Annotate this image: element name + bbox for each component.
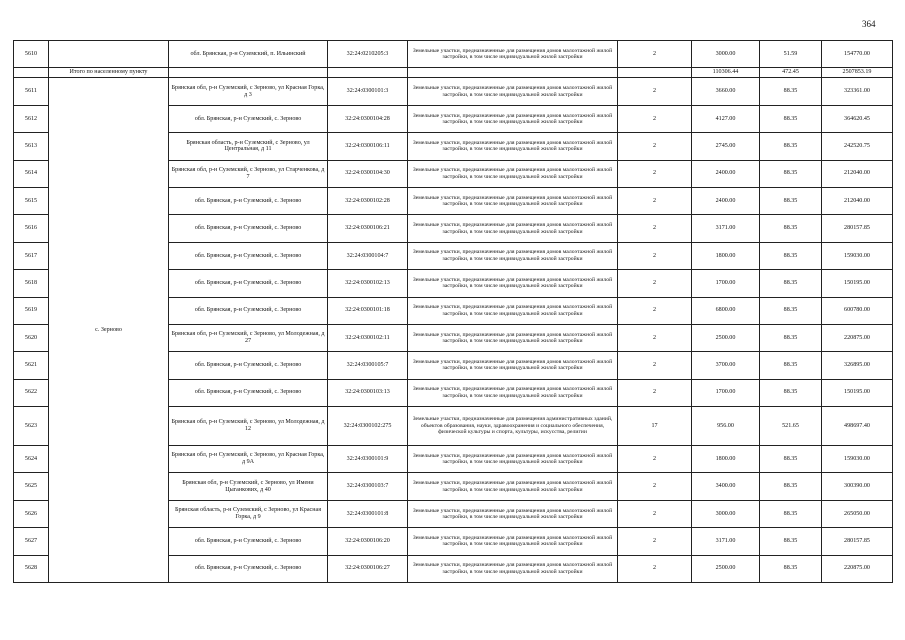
cadastral-value-cell: 600780.00 xyxy=(822,297,893,324)
area-cell: 3700.00 xyxy=(692,352,760,379)
address-cell: Брянская обл, р-н Суземский, с Зерново, ул Красная Горка, д 9А xyxy=(169,446,328,473)
address-cell: обл. Брянская, р-н Суземский, с. Зерново xyxy=(169,297,328,324)
address-cell: обл. Брянская, р-н Суземский, с. Зерново xyxy=(169,270,328,297)
row-number: 5626 xyxy=(14,500,49,527)
cadastral-value-cell: 498697.40 xyxy=(822,407,893,446)
subtotal-rate: 472.45 xyxy=(760,68,822,78)
group-cell: 2 xyxy=(618,187,692,214)
land-use-description-cell: Земельные участки, предназначенные для размещения домов малоэтажной жилой застройки, в том числе индивидуальной жилой застройки xyxy=(408,215,618,242)
rate-cell: 88.35 xyxy=(760,446,822,473)
land-use-description-cell: Земельные участки, предназначенные для размещения домов малоэтажной жилой застройки, в том числе индивидуальной жилой застройки xyxy=(408,555,618,582)
group-cell: 2 xyxy=(618,528,692,555)
area-cell: 3171.00 xyxy=(692,528,760,555)
address-cell: Брянская обл, р-н Суземский, с Зерново, ул Старченкова, д 7 xyxy=(169,160,328,187)
rate-cell: 88.35 xyxy=(760,473,822,500)
cadastral-value-cell: 265050.00 xyxy=(822,500,893,527)
rate-cell: 51.59 xyxy=(760,41,822,68)
address-cell: обл. Брянская, р-н Суземский, с. Зерново xyxy=(169,105,328,132)
rate-cell: 88.35 xyxy=(760,270,822,297)
row-number: 5615 xyxy=(14,187,49,214)
subtotal-spacer xyxy=(14,68,49,78)
area-cell: 3400.00 xyxy=(692,473,760,500)
group-cell: 2 xyxy=(618,379,692,406)
area-cell: 1800.00 xyxy=(692,242,760,269)
land-use-description-cell: Земельные участки, предназначенные для размещения домов малоэтажной жилой застройки, в том числе индивидуальной жилой застройки xyxy=(408,528,618,555)
row-number: 5627 xyxy=(14,528,49,555)
area-cell: 2400.00 xyxy=(692,160,760,187)
row-number: 5610 xyxy=(14,41,49,68)
subtotal-empty xyxy=(408,68,618,78)
row-number: 5612 xyxy=(14,105,49,132)
cadastral-value-cell: 220875.00 xyxy=(822,555,893,582)
rate-cell: 88.35 xyxy=(760,242,822,269)
page-number: 364 xyxy=(862,19,876,29)
address-cell: Брянская обл, р-н Суземский, с Зерново, ул Молодежная, д 12 xyxy=(169,407,328,446)
cadastral-number-cell: 32:24:0300102:28 xyxy=(328,187,408,214)
area-cell: 1800.00 xyxy=(692,446,760,473)
rate-cell: 521.65 xyxy=(760,407,822,446)
land-use-description-cell: Земельные участки, предназначенные для размещения домов малоэтажной жилой застройки, в том числе индивидуальной жилой застройки xyxy=(408,187,618,214)
table-row xyxy=(14,78,893,105)
row-number: 5621 xyxy=(14,352,49,379)
land-use-description-cell: Земельные участки, предназначенные для размещения домов малоэтажной жилой застройки, в том числе индивидуальной жилой застройки xyxy=(408,105,618,132)
group-cell: 2 xyxy=(618,160,692,187)
land-use-description-cell: Земельные участки, предназначенные для размещения домов малоэтажной жилой застройки, в том числе индивидуальной жилой застройки xyxy=(408,270,618,297)
address-cell: Брянская обл, р-н Суземский, с Зерново, ул Имени Цыганкових, д 40 xyxy=(169,473,328,500)
table-row xyxy=(14,41,893,68)
row-number: 5617 xyxy=(14,242,49,269)
rate-cell: 88.35 xyxy=(760,379,822,406)
land-use-description-cell: Земельные участки, предназначенные для размещения домов малоэтажной жилой застройки, в том числе индивидуальной жилой застройки xyxy=(408,446,618,473)
land-use-description-cell: Земельные участки, предназначенные для размещения домов малоэтажной жилой застройки, в том числе индивидуальной жилой застройки xyxy=(408,352,618,379)
area-cell: 3000.00 xyxy=(692,41,760,68)
area-cell: 2745.00 xyxy=(692,133,760,160)
group-cell: 2 xyxy=(618,215,692,242)
row-number: 5614 xyxy=(14,160,49,187)
land-use-description-cell: Земельные участки, предназначенные для размещения домов малоэтажной жилой застройки, в том числе индивидуальной жилой застройки xyxy=(408,500,618,527)
cadastral-number-cell: 32:24:0300104:28 xyxy=(328,105,408,132)
group-cell: 2 xyxy=(618,78,692,105)
row-number: 5628 xyxy=(14,555,49,582)
group-cell: 2 xyxy=(618,105,692,132)
land-use-description-cell: Земельные участки, предназначенные для размещения домов малоэтажной жилой застройки, в том числе индивидуальной жилой застройки xyxy=(408,297,618,324)
cadastral-value-cell: 212040.00 xyxy=(822,160,893,187)
subtotal-empty xyxy=(328,68,408,78)
land-use-description-cell: Земельные участки, предназначенные для размещения домов малоэтажной жилой застройки, в том числе индивидуальной жилой застройки xyxy=(408,324,618,351)
land-use-description-cell: Земельные участки, предназначенные для размещения домов малоэтажной жилой застройки, в том числе индивидуальной жилой застройки xyxy=(408,473,618,500)
row-number: 5619 xyxy=(14,297,49,324)
row-number: 5618 xyxy=(14,270,49,297)
address-cell: обл. Брянская, р-н Суземский, с. Зерново xyxy=(169,555,328,582)
cadastral-value-cell: 220875.00 xyxy=(822,324,893,351)
settlement-cell xyxy=(49,41,169,68)
address-cell: Брянская область, р-н Суземский, с Зерново, ул Красная Горка, д 9 xyxy=(169,500,328,527)
rate-cell: 88.35 xyxy=(760,133,822,160)
subtotal-empty xyxy=(618,68,692,78)
subtotal-empty xyxy=(169,68,328,78)
row-number: 5611 xyxy=(14,78,49,105)
cadastral-number-cell: 32:24:0300101:3 xyxy=(328,78,408,105)
area-cell: 3171.00 xyxy=(692,215,760,242)
row-number: 5616 xyxy=(14,215,49,242)
subtotal-label: Итого по населенному пункту xyxy=(49,68,169,78)
row-number: 5620 xyxy=(14,324,49,351)
cadastral-value-cell: 150195.00 xyxy=(822,379,893,406)
cadastral-number-cell: 32:24:0300105:7 xyxy=(328,352,408,379)
cadastral-number-cell: 32:24:0300103:7 xyxy=(328,473,408,500)
cadastral-number-cell: 32:24:0300103:13 xyxy=(328,379,408,406)
area-cell: 2500.00 xyxy=(692,324,760,351)
group-cell: 2 xyxy=(618,41,692,68)
cadastral-number-cell: 32:24:0300101:8 xyxy=(328,500,408,527)
rate-cell: 88.35 xyxy=(760,105,822,132)
group-cell: 17 xyxy=(618,407,692,446)
area-cell: 3660.00 xyxy=(692,78,760,105)
row-number: 5625 xyxy=(14,473,49,500)
rate-cell: 88.35 xyxy=(760,528,822,555)
rate-cell: 88.35 xyxy=(760,352,822,379)
cadastral-value-cell: 326895.00 xyxy=(822,352,893,379)
rate-cell: 88.35 xyxy=(760,160,822,187)
cadastral-value-cell: 242520.75 xyxy=(822,133,893,160)
row-number: 5623 xyxy=(14,407,49,446)
land-use-description-cell: Земельные участки, предназначенные для размещения домов малоэтажной жилой застройки, в том числе индивидуальной жилой застройки xyxy=(408,78,618,105)
area-cell: 3000.00 xyxy=(692,500,760,527)
group-cell: 2 xyxy=(618,473,692,500)
area-cell: 1700.00 xyxy=(692,379,760,406)
area-cell: 956.00 xyxy=(692,407,760,446)
land-use-description-cell: Земельные участки, предназначенные для размещения домов малоэтажной жилой застройки, в том числе индивидуальной жилой застройки xyxy=(408,41,618,68)
subtotal-area: 110306.44 xyxy=(692,68,760,78)
area-cell: 1700.00 xyxy=(692,270,760,297)
group-cell: 2 xyxy=(618,270,692,297)
address-cell: обл. Брянская, р-н Суземский, с. Зерново xyxy=(169,528,328,555)
land-use-description-cell: Земельные участки, предназначенные для размещения домов малоэтажной жилой застройки, в том числе индивидуальной жилой застройки xyxy=(408,133,618,160)
cadastral-number-cell: 32:24:0300101:9 xyxy=(328,446,408,473)
group-cell: 2 xyxy=(618,297,692,324)
cadastral-number-cell: 32:24:0300102:275 xyxy=(328,407,408,446)
address-cell: обл. Брянская, р-н Суземский, с. Зерново xyxy=(169,187,328,214)
row-number: 5622 xyxy=(14,379,49,406)
group-cell: 2 xyxy=(618,242,692,269)
cadastral-value-cell: 364620.45 xyxy=(822,105,893,132)
cadastral-number-cell: 32:24:0300106:27 xyxy=(328,555,408,582)
area-cell: 2400.00 xyxy=(692,187,760,214)
cadastral-value-cell: 150195.00 xyxy=(822,270,893,297)
cadastral-number-cell: 32:24:0300102:11 xyxy=(328,324,408,351)
rate-cell: 88.35 xyxy=(760,215,822,242)
cadastral-value-table xyxy=(13,40,893,583)
rate-cell: 88.35 xyxy=(760,555,822,582)
address-cell: Брянская обл, р-н Суземский, с Зерново, ул Красная Горка, д 3 xyxy=(169,78,328,105)
row-number: 5624 xyxy=(14,446,49,473)
cadastral-value-cell: 212040.00 xyxy=(822,187,893,214)
address-cell: обл. Брянская, р-н Суземский, с. Зерново xyxy=(169,242,328,269)
group-cell: 2 xyxy=(618,555,692,582)
address-cell: обл. Брянская, р-н Суземский, п. Ильинский xyxy=(169,41,328,68)
cadastral-value-cell: 154770.00 xyxy=(822,41,893,68)
area-cell: 2500.00 xyxy=(692,555,760,582)
cadastral-number-cell: 32:24:0300104:30 xyxy=(328,160,408,187)
rate-cell: 88.35 xyxy=(760,297,822,324)
row-number: 5613 xyxy=(14,133,49,160)
land-use-description-cell: Земельные участки, предназначенные для размещения домов малоэтажной жилой застройки, в том числе индивидуальной жилой застройки xyxy=(408,242,618,269)
group-cell: 2 xyxy=(618,133,692,160)
cadastral-number-cell: 32:24:0300104:7 xyxy=(328,242,408,269)
cadastral-number-cell: 32:24:0300101:18 xyxy=(328,297,408,324)
rate-cell: 88.35 xyxy=(760,500,822,527)
group-cell: 2 xyxy=(618,500,692,527)
cadastral-number-cell: 32:24:0300102:13 xyxy=(328,270,408,297)
cadastral-number-cell: 32:24:0210205:3 xyxy=(328,41,408,68)
address-cell: Брянская область, р-н Суземский, с Зерново, ул Центральная, д 11 xyxy=(169,133,328,160)
rate-cell: 88.35 xyxy=(760,324,822,351)
subtotal-row xyxy=(14,68,893,78)
cadastral-number-cell: 32:24:0300106:20 xyxy=(328,528,408,555)
cadastral-value-cell: 300390.00 xyxy=(822,473,893,500)
land-use-description-cell: Земельные участки, предназначенные для размещения домов малоэтажной жилой застройки, в том числе индивидуальной жилой застройки xyxy=(408,160,618,187)
group-cell: 2 xyxy=(618,446,692,473)
address-cell: обл. Брянская, р-н Суземский, с. Зерново xyxy=(169,215,328,242)
address-cell: обл. Брянская, р-н Суземский, с. Зерново xyxy=(169,379,328,406)
address-cell: Брянская обл, р-н Суземский, с Зерново, ул Молодежная, д 27 xyxy=(169,324,328,351)
subtotal-value: 2507853.19 xyxy=(822,68,893,78)
address-cell: обл. Брянская, р-н Суземский, с. Зерново xyxy=(169,352,328,379)
settlement-cell: с. Зерново xyxy=(49,78,169,583)
area-cell: 6800.00 xyxy=(692,297,760,324)
area-cell: 4127.00 xyxy=(692,105,760,132)
rate-cell: 88.35 xyxy=(760,187,822,214)
rate-cell: 88.35 xyxy=(760,78,822,105)
cadastral-value-cell: 159030.00 xyxy=(822,242,893,269)
land-use-description-cell: Земельные участки, предназначенные для размещения домов малоэтажной жилой застройки, в том числе индивидуальной жилой застройки xyxy=(408,379,618,406)
cadastral-value-cell: 280157.85 xyxy=(822,215,893,242)
group-cell: 2 xyxy=(618,324,692,351)
cadastral-value-cell: 323361.00 xyxy=(822,78,893,105)
cadastral-value-cell: 280157.85 xyxy=(822,528,893,555)
cadastral-value-cell: 159030.00 xyxy=(822,446,893,473)
cadastral-number-cell: 32:24:0300106:11 xyxy=(328,133,408,160)
land-use-description-cell: Земельные участки, предназначенные для размещения административных зданий, объектов образования, науки, здравоохранения и социального обеспечения, физической культуры и спорта, культуры, искусства, религии xyxy=(408,407,618,446)
cadastral-number-cell: 32:24:0300106:21 xyxy=(328,215,408,242)
group-cell: 2 xyxy=(618,352,692,379)
